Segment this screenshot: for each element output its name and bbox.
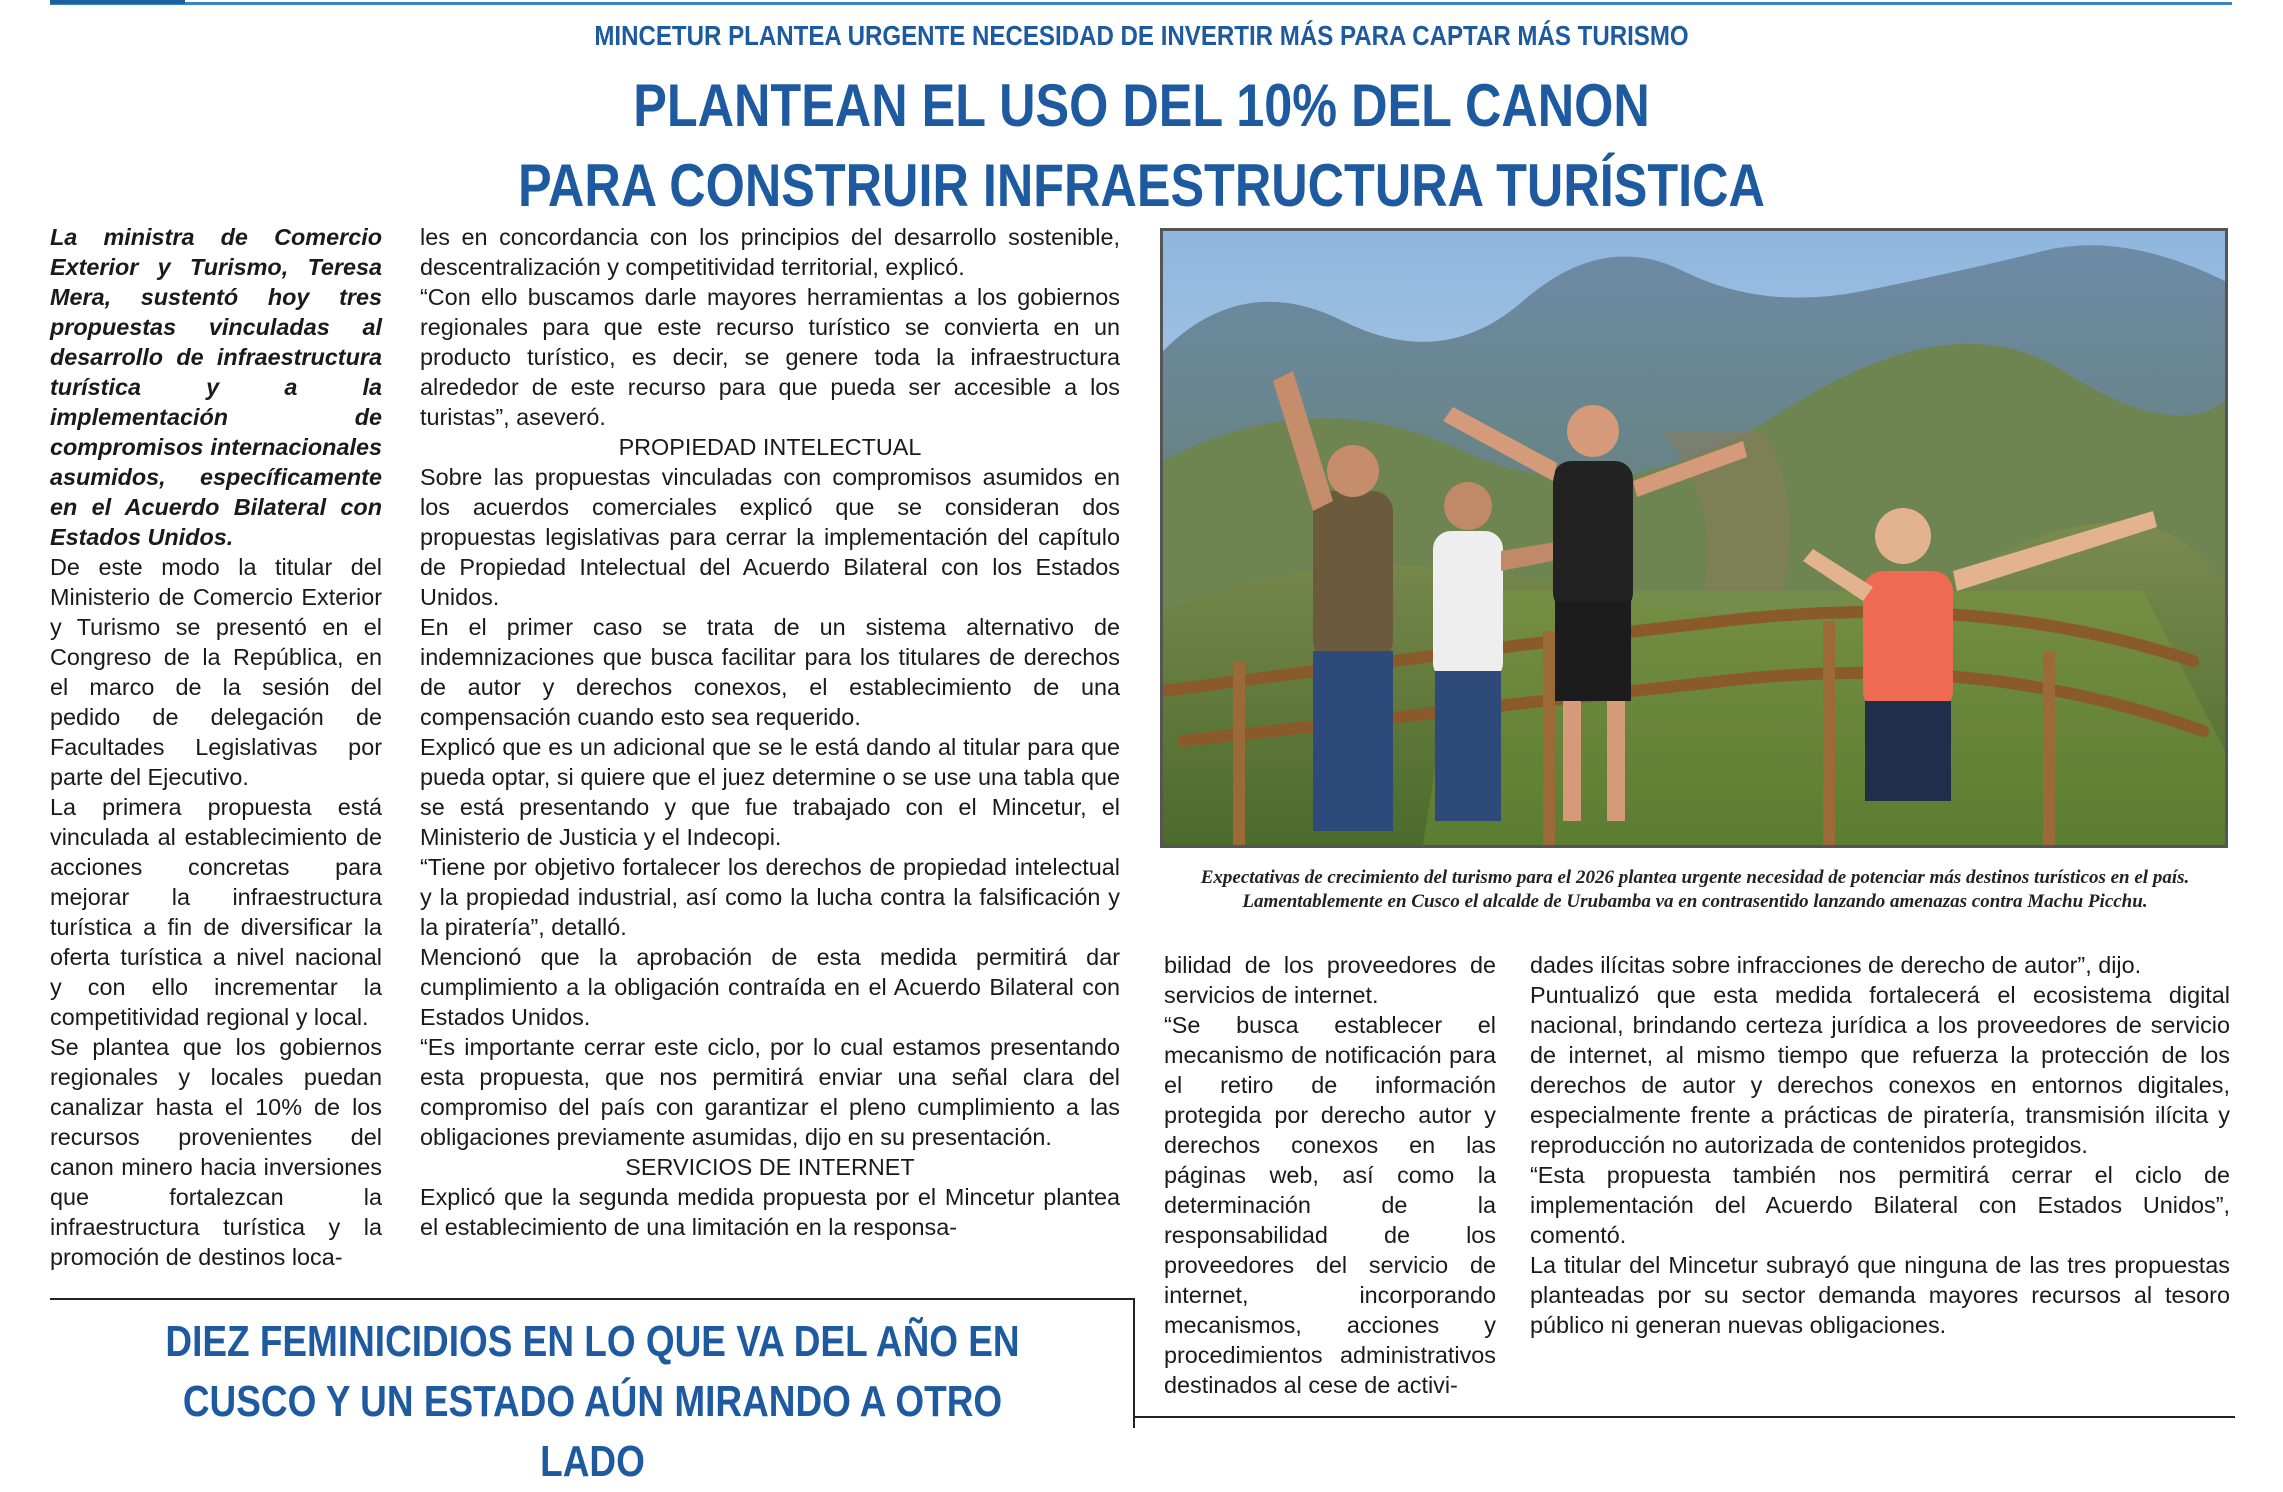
column-1	[50, 222, 382, 1272]
paragraph: bilidad de los proveedores de servicios de internet.	[1164, 952, 1496, 1008]
next-headline-line-1: DIEZ FEMINICIDIOS EN LO QUE VA DEL AÑO EN	[165, 1317, 1020, 1366]
headline-line-1: PLANTEAN EL USO DEL 10% DEL CANON	[633, 72, 1650, 139]
paragraph: En el primer caso se trata de un sistema alternativo de indemnizaciones que busca facilitar para los titulares de derechos de autor y derechos conexos, el establecimiento de una compensación cuando esto sea requerido.	[420, 614, 1120, 730]
column-3	[1164, 950, 1496, 1400]
tourists-mountain-photo	[1163, 231, 2225, 845]
top-rule-tab	[50, 0, 185, 4]
article-photo	[1160, 228, 2228, 848]
paragraph: La titular del Mincetur subrayó que ninguna de las tres propuestas planteadas por su sector demanda mayores recursos al tesoro público ni generan nuevas obligaciones.	[1530, 1252, 2230, 1338]
paragraph: Explicó que la segunda medida propuesta por el Mincetur plantea el establecimiento de una limitación en la responsa-	[420, 1184, 1120, 1240]
paragraph: La primera propuesta está vinculada al establecimiento de acciones concretas para mejorar la infraestructura turística a fin de diversificar la oferta turística a nivel nacional y con ello incrementar la competitividad regional y local.	[50, 794, 382, 1030]
paragraph: les en concordancia con los principios del desarrollo sostenible, descentralización y competitividad territorial, explicó.	[420, 224, 1120, 280]
paragraph: Puntualizó que esta medida fortalecerá el ecosistema digital nacional, brindando certeza jurídica a los proveedores de servicio de internet, al mismo tiempo que refuerza la protección de los derechos de autor y derechos conexos en entornos digitales, especialmente frente a prácticas de piratería, transmisión ilícita y reproducción no autorizada de contenidos protegidos.	[1530, 982, 2230, 1158]
top-rule	[50, 2, 2232, 5]
paragraph: Mencionó que la aprobación de esta medida permitirá dar cumplimiento a la obligación contraída en el Acuerdo Bilateral con Estados Unidos.	[420, 944, 1120, 1030]
subheading-servicios-de-internet: SERVICIOS DE INTERNET	[625, 1154, 915, 1180]
article-headline	[183, 66, 2101, 226]
article-kicker: MINCETUR PLANTEA URGENTE NECESIDAD DE INVERTIR MÁS PARA CAPTAR MÁS TURISMO	[594, 20, 1689, 51]
photo-caption: Expectativas de crecimiento del turismo para el 2026 plantea urgente necesidad de potenciar más destinos turísticos en el país. Lamentablemente en Cusco el alcalde de Urubamba va en contrasentido lanzando amenazas contra Machu Picchu.	[1200, 867, 2190, 912]
paragraph: Se plantea que los gobiernos regionales y locales puedan canalizar hasta el 10% de los recursos provenientes del canon minero hacia inversiones que fortalezcan la infraestructura turística y la promoción de destinos loca-	[50, 1034, 382, 1270]
paragraph: Sobre las propuestas vinculadas con compromisos asumidos en los acuerdos comerciales explicó que se consideran dos propuestas legislativas para cerrar la implementación del capítulo de Propiedad Intelectual del Acuerdo Bilateral con los Estados Unidos.	[420, 464, 1120, 610]
lead-paragraph: La ministra de Comercio Exterior y Turismo, Teresa Mera, sustentó hoy tres propuestas vinculadas al desarrollo de infraestructura turística y a la implementación de compromisos internacionales asumidos, específicamente en el Acuerdo Bilateral con Estados Unidos.	[50, 224, 382, 550]
bottom-rule	[1135, 1416, 2235, 1418]
column-4	[1530, 950, 2230, 1340]
paragraph: Explicó que es un adicional que se le está dando al titular para que pueda optar, si quiere que el juez determine o se use una tabla que se está presentando y que fue trabajado con el Mincetur, el Ministerio de Justicia y el Indecopi.	[420, 734, 1120, 850]
column-2	[420, 222, 1120, 1242]
headline-line-2: PARA CONSTRUIR INFRAESTRUCTURA TURÍSTICA	[518, 152, 1765, 219]
paragraph: De este modo la titular del Ministerio de Comercio Exterior y Turismo se presentó en el Congreso de la República, en el marco de la sesión del pedido de delegación de Facultades Legislativas por parte del Ejecutivo.	[50, 554, 382, 790]
paragraph: “Se busca establecer el mecanismo de notificación para el retiro de información protegida por derecho autor y derechos conexos en las páginas web, así como la determinación de la responsabilidad de los proveedores del servicio de internet, incorporando mecanismos, acciones y procedimientos administrativos destinados al cese de activi-	[1164, 1012, 1496, 1398]
next-headline-line-2: CUSCO Y UN ESTADO AÚN MIRANDO A OTRO LADO	[182, 1377, 1003, 1486]
subheading-propiedad-intelectual: PROPIEDAD INTELECTUAL	[618, 434, 922, 460]
paragraph: dades ilícitas sobre infracciones de derecho de autor”, dijo.	[1530, 952, 2142, 978]
paragraph: “Con ello buscamos darle mayores herramientas a los gobiernos regionales para que este recurso turístico se convierta en un producto turístico, es decir, se genere toda la infraestructura alrededor de este recurso para que pueda ser accesible a los turistas”, aseveró.	[420, 284, 1120, 430]
paragraph: “Esta propuesta también nos permitirá cerrar el ciclo de implementación del Acuerdo Bilateral con Estados Unidos”, comentó.	[1530, 1162, 2230, 1248]
next-article-headline	[137, 1312, 1048, 1492]
paragraph: “Tiene por objetivo fortalecer los derechos de propiedad intelectual y la propiedad industrial, así como la lucha contra la falsificación y la piratería”, detalló.	[420, 854, 1120, 940]
paragraph: “Es importante cerrar este ciclo, por lo cual estamos presentando esta propuesta, que nos permitirá enviar una señal clara del compromiso del país con garantizar el pleno cumplimiento a las obligaciones previamente asumidas, dijo en su presentación.	[420, 1034, 1120, 1150]
